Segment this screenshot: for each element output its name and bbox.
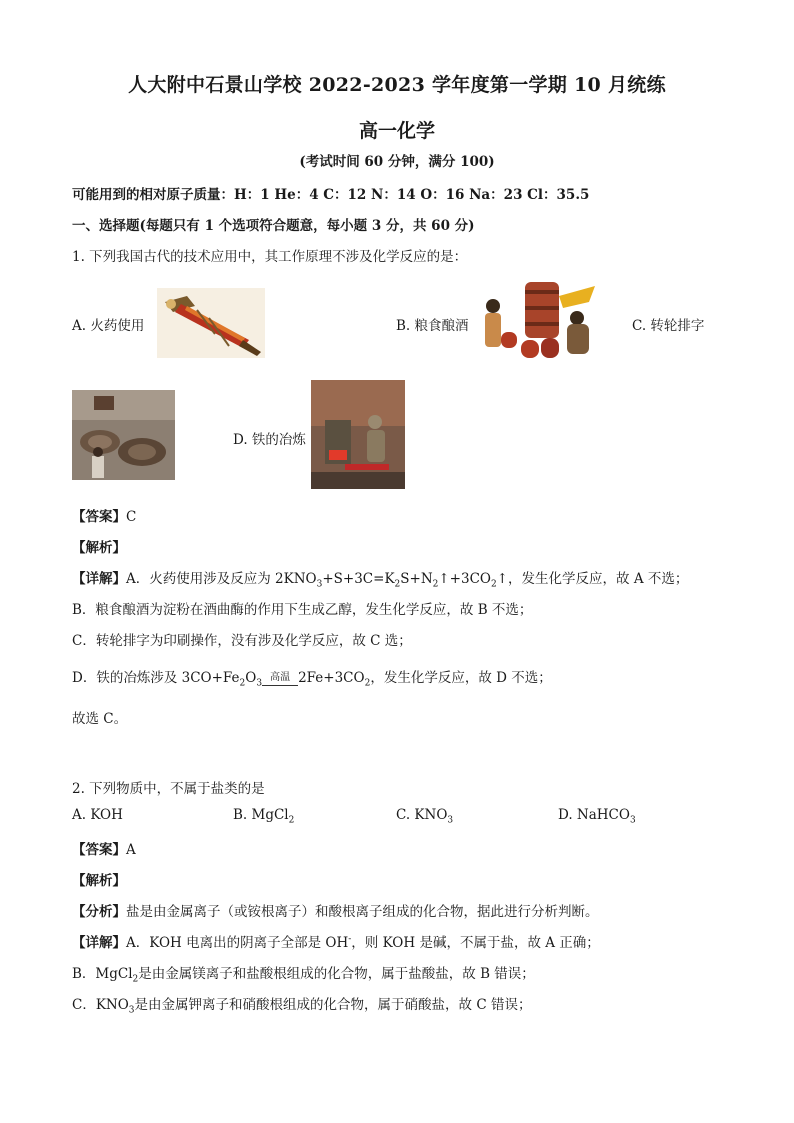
q2-analysis-tag: 【解析】 [72, 873, 126, 889]
exam-info: (考试时间 60 分钟，满分 100) [299, 154, 495, 170]
q2-detail-c: C．$KNO_3$是由金属钾离子和硝酸根组成的化合物，属于硝酸盐，故 C 错误； [72, 997, 532, 1016]
q2-detail-a-text: A．KOH 电离出的阴离子全部是 OH [126, 935, 349, 951]
q1-option-d: D. 铁的冶炼 [233, 432, 306, 448]
q2-analysis [72, 900, 599, 920]
q2-detail-b-text: B．MgCl [72, 966, 133, 982]
q1-conclusion: 故选 C。 [72, 711, 128, 727]
q2-option-d: D. NaHCO$_3$ [558, 807, 636, 826]
q2-detail-c-post: 是由金属钾离子和硝酸根组成的化合物，属于硝酸盐，故 C 错误； [134, 997, 532, 1013]
q2-detail-b: B．MgCl$_2$是由金属镁离子和盐酸根组成的化合物，属于盐酸盐，故 B 错误； [72, 966, 535, 985]
q2-option-c-text: C. KNO [396, 807, 448, 823]
reaction-condition: 高温 [270, 672, 291, 683]
q2-detail-b-post: 是由金属镁离子和盐酸根组成的化合物，属于盐酸盐，故 B 错误； [138, 966, 535, 982]
gunpowder-image [157, 288, 265, 358]
brewing-image [477, 276, 602, 362]
q2-option-c: C. $KNO_3$ [396, 807, 454, 826]
q1-stem: 1. 下列我国古代的技术应用中，其工作原理不涉及化学反应的是： [72, 249, 468, 265]
q2-answer-tag: 【答案】 [72, 842, 126, 858]
reaction-condition-arrow [262, 672, 298, 686]
q1-analysis-tag: 【解析】 [72, 540, 126, 556]
q2-detail-a: 【详解】A．KOH 电离出的阴离子全部是 OH-，则 KOH 是碱，不属于盐，故 A 正确； [72, 934, 600, 951]
q2-analysis-label: 【分析】 [72, 904, 126, 920]
q2-analysis-text: 盐是由金属离子（或铵根离子）和酸根离子组成的化合物，据此进行分析判断。 [126, 904, 599, 920]
q2-answer: A [126, 842, 136, 858]
atomic-masses: 可能用到的相对原子质量：H：1 He：4 C：12 N：14 O：16 Na：23 Cl：35.5 [72, 187, 590, 203]
q1-detail-b: B．粮食酿酒为淀粉在酒曲酶的作用下生成乙醇，发生化学反应，故 B 不选； [72, 602, 533, 618]
q1-answer-line [72, 505, 136, 525]
q1-detail-d: D．铁的冶炼涉及 $3CO+Fe_2O_3$ 高温 $2Fe+3CO_2$，发生化学反应，故 D 不选； [72, 670, 552, 689]
q2-option-b: B. MgCl$_2$ [233, 807, 295, 826]
q1-option-a: A. 火药使用 [72, 318, 145, 334]
q2-detail-a-post: ，则 KOH 是碱，不属于盐，故 A 正确； [351, 935, 600, 951]
movable-type-image [72, 390, 175, 480]
q2-option-b-text: B. MgCl [233, 807, 289, 823]
q1-option-c: C. 转轮排字 [632, 318, 705, 334]
q2-detail-c-text: C．KNO [72, 997, 129, 1013]
q2-option-d-text: D. NaHCO [558, 807, 630, 823]
q1-detail-d-pre: D．铁的冶炼涉及 3CO+Fe [72, 670, 240, 686]
q1-detail-tag: 【详解】 [72, 571, 126, 587]
q2-stem: 2. 下列物质中，不属于盐类的是 [72, 781, 265, 797]
q1-detail-a-post: ，发生化学反应，故 A 不选； [508, 571, 689, 587]
q1-detail-a-pre: A．火药使用涉及反应为 2KNO [126, 571, 317, 587]
iron-smelting-image [311, 380, 405, 489]
q1-answer-tag: 【答案】 [72, 509, 126, 525]
q1-detail-a: 【详解】A．火药使用涉及反应为 $2KNO_3+S+3C=K_2S+N_2↑+3CO_2↑$，发生化学反应，故 A 不选； [72, 571, 689, 590]
q1-option-b: B. 粮食酿酒 [396, 318, 469, 334]
q2-answer-line [72, 838, 136, 858]
q1-detail-c: C．转轮排字为印刷操作，没有涉及化学反应，故 C 选； [72, 633, 412, 649]
q1-detail-d-post: ，发生化学反应，故 D 不选； [370, 670, 552, 686]
q1-answer: C [126, 509, 137, 525]
q2-option-a: A. KOH [72, 807, 123, 823]
exam-subject: 高一化学 [358, 120, 435, 142]
q2-detail-tag: 【详解】 [72, 935, 126, 951]
exam-title: 人大附中石景山学校 2022-2023 学年度第一学期 10 月统练 [128, 74, 666, 96]
section-heading: 一、选择题(每题只有 1 个选项符合题意，每小题 3 分，共 60 分) [72, 218, 475, 234]
